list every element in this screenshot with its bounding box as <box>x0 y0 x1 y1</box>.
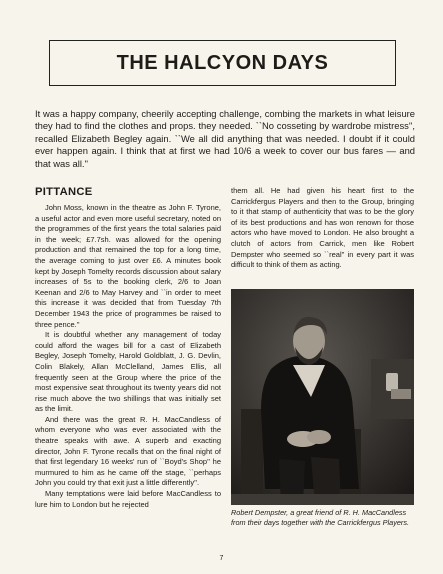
left-column <box>35 186 221 510</box>
page-number: 7 <box>219 555 224 562</box>
paragraph-2: It is doubtful whether any management of today could afford the wages bill for a cast of Elizabeth Begley, Joseph Tomelty, Harold Goldblatt, J. G. Devlin, Colin Blakely, Allan McClelland, James Ellis, all frequently seen at the Group where the price of the most expensive seat throughout its twenty years did not rise much above the two shillings that was initially set as the limit. <box>35 330 221 414</box>
portrait-photo <box>231 289 414 505</box>
paragraph-1: John Moss, known in the theatre as John F. Tyrone, a useful actor and even more useful secretary, noted on the programmes of the first years the total salaries paid in the week; £7.7sh. was allowed for the opening production and that remained the top for a long time, the average coming to just over £6. A minutes book kept by Joseph Tomelty records discussion about salary increases of 5s to the booking clerk, 2/6 to Joan Keenan and 2/6 to May Harvey and ``in order to meet this increase it was decided that from Tuesday 7th December 1943 the price of programmes be raised to three pence.'' <box>35 203 221 329</box>
intro-paragraph: It was a happy company, cheerily accepting challenge, combing the markets in what leisure they had to find the clothes and props. they needed. ``No cosseting by wardrobe mistress'', recalled Elizabeth Begley again. ``We all did anything that was needed. I doubt if it could ever happen again. I think that at first we had 10/6 a week to cover our bus fares — and that was all.'' <box>35 108 415 169</box>
portrait-illustration <box>231 289 414 505</box>
section-heading: PITTANCE <box>35 186 93 198</box>
paragraph-4: Many temptations were laid before MacCandless to lure him to London but he rejected <box>35 489 221 509</box>
right-paragraph: them all. He had given his heart first to the Carrickfergus Players and then to the Group, bringing to it that stamp of authenticity that was to be the glory of its best productions and has won renown for those actors who have moved to London. He also brought a clutch of actors from Carrick, men like Robert Dempster who seemed so ``real'' in every part it was difficult to think of them as acting. <box>231 186 414 270</box>
paragraph-3: And there was the great R. H. MacCandless of whom everyone who was ever associated with the theatre speaks with awe. A superb and exacting director, John F. Tyrone recalls that on the final night of that first legendary 16 weeks' run of ``Boyd's Shop'' he murmured to him as he came off the stage, ``perhaps John you could try that exit just a little differently''. <box>35 414 221 488</box>
page-title: THE HALCYON DAYS <box>116 51 329 74</box>
title-box <box>49 40 396 86</box>
photo-caption: Robert Dempster, a great friend of R. H. MacCandless from their days together with the Carrickfergus Players. <box>231 508 410 527</box>
right-column <box>231 186 414 271</box>
